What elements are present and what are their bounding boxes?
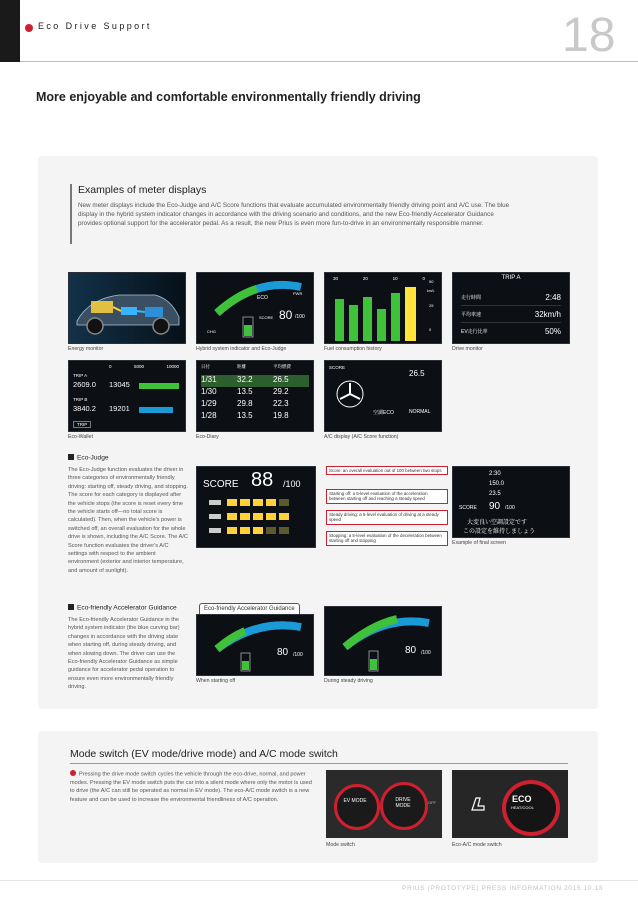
- caption-final: Example of final screen: [452, 540, 506, 546]
- callout-stopping: Stopping: a 5-level evaluation of the deceleration between starting off and stopping: [326, 531, 448, 546]
- ac-temperature: 26.5: [409, 369, 425, 378]
- guidance-steady-arc: [325, 607, 441, 675]
- examples-intro: New meter displays include the Eco-Judge and A/C Score functions that evaluate accumulated environmentally friendly driving point and A/C use. The blue display in the hybrid system indicator changes in accordance with the driving scenario and conditions, and the new Eco-friendly Accelerator Guidance provides optional support for the accelerator pedal. As a result, the new Prius is even more fun-to-drive in an environmentally responsible manner.: [78, 202, 510, 227]
- drive-monitor-title: TRIP A: [501, 275, 521, 281]
- callout-score: Score: an overall evaluation out of 100 between two stops: [326, 466, 448, 475]
- final-score-max: /100: [505, 505, 515, 511]
- guidance-text: The Eco-friendly Accelerator Guidance in the hybrid system indicator (the blue curving bar) changes in accordance with the driving state when starting off, during steady driving, and when slowing down. The driver can use the Eco-friendly Accelerator Guidance as simple guidance for accelerator pedal operation to ensure even more environmentally friendly driving.: [68, 617, 180, 691]
- car-energy-icon: [69, 273, 185, 343]
- final-row-value: 2:30: [489, 471, 501, 477]
- ac-fan-icon: [335, 379, 365, 409]
- hybrid-indicator-screen: [196, 272, 314, 344]
- drive-row: EV走行比率 50%: [461, 326, 561, 336]
- final-score-value: 90: [489, 501, 501, 512]
- diary-row: 1/29 29.8 22.3: [201, 399, 289, 408]
- caption-drive: Drive monitor: [452, 346, 483, 352]
- ac-normal-label: NORMAL: [409, 409, 431, 415]
- eco-ac-button: ECO: [512, 794, 532, 804]
- eco-judge-heading: Eco-Judge: [68, 454, 109, 462]
- fuel-tick: 30: [333, 276, 339, 281]
- examples-title: Examples of meter displays: [78, 184, 207, 196]
- mode-switch-photo: [326, 770, 442, 838]
- off-label: OFF: [428, 800, 436, 805]
- wallet-value: 13045: [109, 380, 130, 389]
- wallet-value: 19201: [109, 404, 130, 413]
- final-row-value: 150.0: [489, 481, 505, 487]
- mode-title-rule: [70, 763, 568, 764]
- header-rule: [20, 61, 638, 62]
- eco-diary-screen: 日付 距離 平均燃費 1/31 32.2 26.5 1/30 13.5 29.2 1/29 29.8 22.3 1/28 13.5 19.8: [196, 360, 314, 432]
- fuel-unit: km/L: [427, 289, 435, 293]
- judge-score-max: /100: [283, 479, 301, 489]
- wallet-trip-name: TRIP A: [73, 373, 88, 378]
- fuel-tick: 10: [392, 276, 398, 281]
- guidance-heading: Eco-friendly Accelerator Guidance: [68, 604, 177, 612]
- fuel-history-screen: [324, 272, 442, 344]
- seat-heat-icon: [468, 794, 488, 814]
- drive-row: 走行時間 2:48: [461, 289, 561, 306]
- fuel-right-tick: 0: [429, 327, 432, 332]
- mode-title: Mode switch (EV mode/drive mode) and A/C mode switch: [70, 748, 338, 760]
- section-marker: [70, 184, 72, 244]
- footer-text: PRIUS (PROTOTYPE) PRESS INFORMATION 2015.10.13: [402, 885, 604, 892]
- caption-steady: During steady driving: [324, 678, 373, 684]
- header-black-bar: [0, 0, 20, 62]
- drive-monitor-screen: [452, 272, 570, 344]
- hybrid-eco-label: ECO: [257, 295, 268, 301]
- page-number: 18: [562, 9, 616, 62]
- fuel-tick: 20: [362, 276, 368, 281]
- fuel-right-tick: 50: [429, 279, 434, 284]
- ev-mode-button: EV MODE: [343, 798, 367, 804]
- ac-display-screen: [324, 360, 442, 432]
- caption-ecoac: Eco-A/C mode switch: [452, 842, 502, 848]
- caption-energy: Energy monitor: [68, 346, 104, 352]
- final-message: 大変良い空調設定です: [467, 520, 528, 526]
- diary-row: 1/30 13.5 29.2: [201, 387, 289, 396]
- eco-judge-screen: [196, 466, 316, 548]
- guidance-label: Eco-friendly Accelerator Guidance: [199, 603, 300, 615]
- guidance-start-arc: [197, 615, 313, 675]
- eco-ac-switch-photo: [452, 770, 568, 838]
- hybrid-score-max: /100: [295, 314, 305, 320]
- callout-steady: Steady driving: a 5-level evaluation of driving at a steady speed: [326, 510, 448, 525]
- caption-hybrid: Hybrid system indicator and Eco-Judge: [196, 346, 287, 352]
- hybrid-score-value: 80: [279, 308, 293, 322]
- hybrid-score-label: SCORE: [259, 315, 274, 320]
- diary-row: 1/28 13.5 19.8: [201, 411, 289, 420]
- judge-level-bars: [207, 497, 307, 541]
- drive-mode-button: DRIVE MODE: [395, 797, 411, 809]
- section-title: Eco Drive Support: [38, 21, 152, 31]
- final-screen: [452, 466, 570, 538]
- wallet-trip-name: TRIP B: [73, 397, 88, 402]
- mode-text: Pressing the drive mode switch cycles the vehicle through the eco-drive, normal, and power modes. Pressing the EV mode switch puts the car into a silent mode where only the motor is used to drive (the A/C can still be operated as normal in EV mode). The eco-A/C mode switch is a new feature and can be used to increase the environmental friendliness of A/C operation.: [70, 771, 312, 803]
- hybrid-chg-label: CHG: [207, 329, 216, 334]
- guidance-start-score: 80: [277, 647, 289, 658]
- judge-score-label: SCORE: [203, 479, 239, 490]
- guidance-start-screen: [196, 614, 314, 676]
- caption-fuel: Fuel consumption history: [324, 346, 382, 352]
- final-message: この設定を維持しましょう: [463, 529, 536, 535]
- guidance-steady-score-max: /100: [421, 650, 431, 656]
- eco-judge-text: The Eco-Judge function evaluates the driver in three categories of environmentally friendly driving: starting off, steady driving, and stopping. The score for each category is displayed after the vehicle stops (the score is reset every time the vehicle starts off—no total score is calculated). Then, when the vehicle's power is switched off, an overall evaluation for the whole drive is shown, including the A/C Score. The A/C Score function evaluates the driver's A/C settings with respect to the ambient environment (exterior and interior temperature, and amount of sunlight).: [68, 467, 188, 574]
- main-title: More enjoyable and comfortable environmentally friendly driving: [36, 90, 421, 104]
- ac-score-label: SCORE: [329, 365, 346, 370]
- eco-ac-sub: HEAT/COOL: [511, 805, 534, 810]
- footer-rule: [0, 880, 638, 881]
- wallet-trip-button: TRIP: [73, 421, 91, 428]
- guidance-steady-screen: [324, 606, 442, 676]
- caption-start: When starting off: [196, 678, 236, 684]
- eco-wallet-screen: 0 5000 10000 TRIP A 2609.0 13045 TRIP B 3840.2 19201 TRIP: [68, 360, 186, 432]
- final-row-value: 23.5: [489, 491, 501, 497]
- fuel-right-tick: 25: [429, 303, 434, 308]
- header-red-dot: [25, 24, 33, 32]
- guidance-steady-score: 80: [405, 645, 417, 656]
- wallet-value: 3840.2: [73, 404, 96, 413]
- hybrid-pwr-label: PWR: [293, 291, 303, 296]
- drive-row: 平均車速 32km/h: [461, 306, 561, 323]
- ac-eco-label: 空調ECO: [373, 410, 394, 416]
- fuel-tick: 0: [422, 276, 425, 281]
- caption-ac: A/C display (A/C Score function): [324, 434, 399, 440]
- wallet-value: 2609.0: [73, 380, 96, 389]
- guidance-start-score-max: /100: [293, 652, 303, 658]
- energy-monitor-screen: [68, 272, 186, 344]
- caption-wallet: Eco-Wallet: [68, 434, 93, 440]
- caption-mode: Mode switch: [326, 842, 355, 848]
- caption-diary: Eco-Diary: [196, 434, 219, 440]
- judge-score-value: 88: [251, 469, 274, 491]
- callout-starting: Starting off: a 5-level evaluation of the acceleration between starting off and reaching a steady speed: [326, 489, 448, 504]
- final-score-label: SCORE: [459, 505, 477, 511]
- diary-row: 1/31 32.2 26.5: [201, 375, 309, 387]
